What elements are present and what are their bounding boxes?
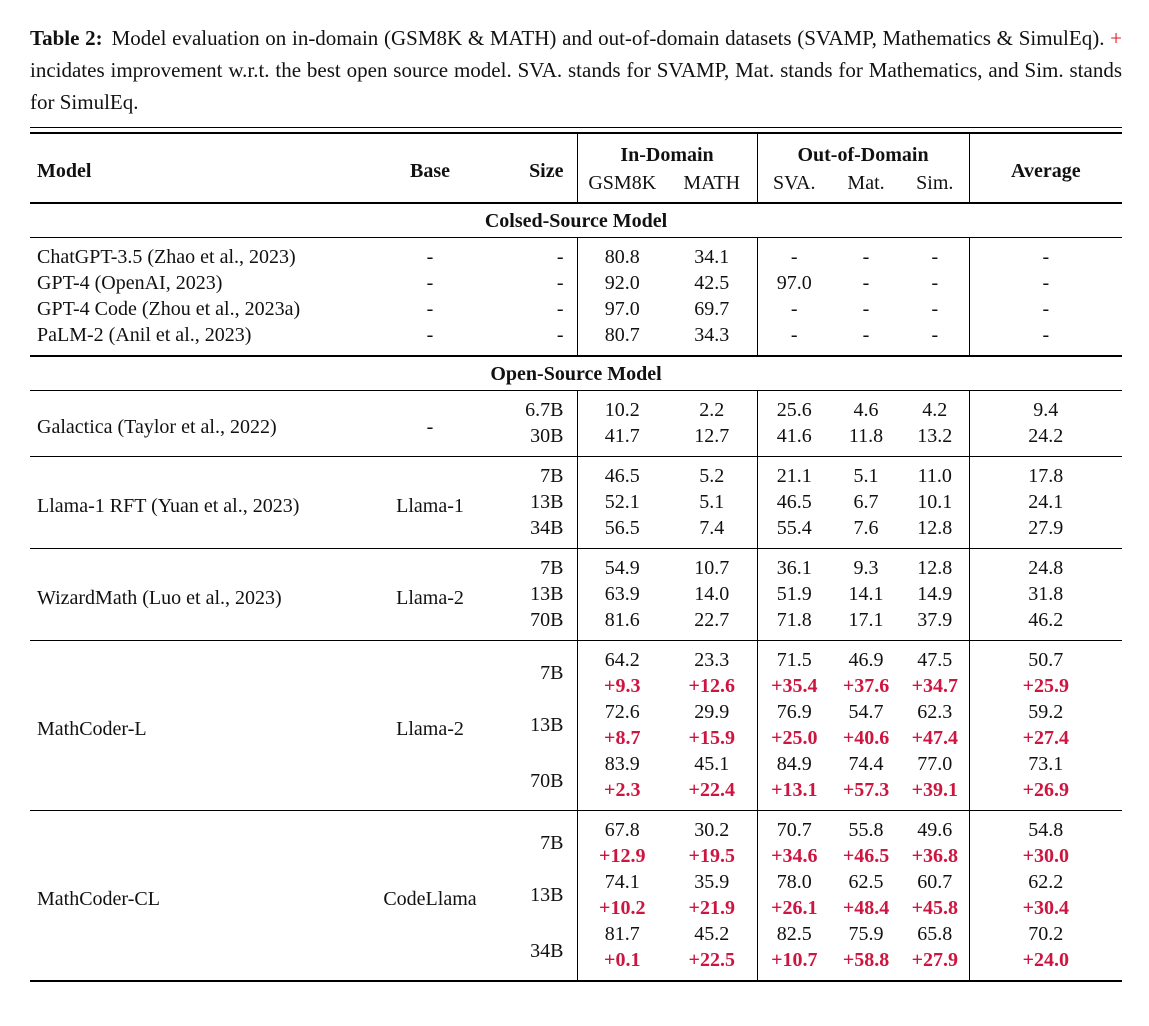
cell-value: 70.7: [757, 811, 831, 844]
cell-value: 31.8: [969, 581, 1122, 607]
cell-value: 56.5: [577, 515, 667, 549]
cell-value: -: [931, 272, 939, 294]
cell-size: 7B: [485, 811, 577, 870]
column-group-out-of-domain: Out-of-Domain: [757, 134, 969, 170]
cell-base: CodeLlama: [375, 811, 485, 981]
cell-value: 81.6: [577, 607, 667, 641]
caption-label: Table 2:: [30, 26, 103, 50]
cell-value: 17.8: [969, 457, 1122, 490]
cell-value: 24.2: [969, 423, 1122, 457]
cell-delta: +10.2: [577, 895, 667, 921]
cell-base: -: [426, 415, 434, 438]
cell-base: Llama-1: [375, 457, 485, 549]
cell-delta: +48.4: [842, 897, 890, 919]
column-header-size: Size: [529, 160, 564, 182]
cell-base: Llama-2: [375, 641, 485, 811]
column-header-base: Base: [410, 160, 450, 182]
cell-value: -: [931, 246, 939, 268]
cell-value: 51.9: [757, 581, 831, 607]
section-title-row: [30, 203, 1122, 238]
cell-delta: +40.6: [842, 727, 890, 749]
cell-delta: +0.1: [577, 947, 667, 980]
cell-value: 80.7: [577, 322, 667, 356]
table-row: [30, 457, 1122, 490]
cell-value: -: [969, 296, 1122, 322]
cell-value: 46.5: [757, 489, 831, 515]
cell-delta: +9.3: [577, 673, 667, 699]
cell-delta: +15.9: [688, 727, 735, 749]
cell-value: 62.2: [969, 869, 1122, 895]
cell-value: 35.9: [694, 871, 730, 893]
cell-value: 14.0: [694, 583, 730, 605]
table-body: [30, 203, 1122, 980]
section-title: Colsed-Source Model: [30, 203, 1122, 238]
cell-value: 4.2: [922, 399, 948, 421]
cell-delta: +39.1: [911, 779, 958, 801]
cell-value: 4.6: [853, 399, 879, 421]
column-header-average: Average: [969, 134, 1122, 203]
cell-delta: +34.7: [911, 675, 958, 697]
cell-value: 5.2: [667, 457, 757, 490]
cell-value: 82.5: [757, 921, 831, 947]
paper-page: [30, 22, 1122, 982]
cell-value: 81.7: [577, 921, 667, 947]
cell-size: -: [556, 272, 564, 294]
cell-value: 72.6: [577, 699, 667, 725]
cell-value: 71.5: [757, 641, 831, 674]
cell-value: -: [757, 296, 831, 322]
column-group-in-domain: In-Domain: [577, 134, 757, 170]
cell-value: 77.0: [917, 753, 953, 775]
cell-value: 60.7: [917, 871, 953, 893]
cell-value: 76.9: [757, 699, 831, 725]
cell-model: GPT-4 (OpenAI, 2023): [37, 272, 223, 294]
cell-value: 74.1: [577, 869, 667, 895]
cell-delta: +35.4: [757, 673, 831, 699]
cell-value: 62.3: [917, 701, 953, 723]
cell-value: 24.1: [969, 489, 1122, 515]
cell-delta: +30.0: [969, 843, 1122, 869]
cell-delta: +47.4: [911, 727, 958, 749]
cell-size: 30B: [530, 425, 564, 447]
cell-model: PaLM-2 (Anil et al., 2023): [37, 324, 252, 346]
column-header-svamp: SVA.: [757, 170, 831, 203]
cell-value: 24.8: [969, 549, 1122, 582]
cell-value: 97.0: [577, 296, 667, 322]
cell-value: 9.4: [969, 391, 1122, 424]
caption-text-after-plus: incidates improvement w.r.t. the best open source model. SVA. stands for SVAMP, Mat. stands for Mathematics, and Sim. stands for SimulEq.: [30, 58, 1122, 114]
cell-base: Llama-2: [375, 549, 485, 641]
cell-value: 5.1: [699, 491, 725, 513]
cell-model: MathCoder-L: [30, 641, 375, 811]
table-top-rule-thin: [30, 127, 1122, 128]
cell-delta: +27.9: [911, 949, 958, 971]
cell-size: 13B: [530, 583, 564, 605]
cell-model: GPT-4 Code (Zhou et al., 2023a): [37, 298, 301, 320]
cell-value: 37.9: [917, 609, 953, 631]
results-table: [30, 134, 1122, 980]
cell-value: 30.2: [667, 811, 757, 844]
cell-size: 7B: [485, 641, 577, 700]
cell-delta: +26.9: [969, 777, 1122, 811]
cell-delta: +12.6: [688, 675, 735, 697]
cell-delta: +13.1: [757, 777, 831, 811]
cell-delta: +8.7: [577, 725, 667, 751]
cell-value: 65.8: [917, 923, 953, 945]
cell-value: 34.3: [694, 324, 730, 346]
cell-delta: +37.6: [842, 675, 890, 697]
column-header-simuleq: Sim.: [916, 172, 954, 194]
cell-value: 2.2: [699, 399, 725, 421]
cell-delta: +19.5: [688, 845, 735, 867]
cell-value: 45.1: [694, 753, 730, 775]
cell-value: -: [969, 238, 1122, 271]
column-header-model: Model: [37, 160, 92, 182]
cell-value: 11.8: [848, 425, 884, 447]
cell-value: 36.1: [757, 549, 831, 582]
cell-delta: +21.9: [688, 897, 735, 919]
section-title: Open-Source Model: [30, 356, 1122, 391]
cell-value: 54.7: [848, 701, 884, 723]
cell-value: 59.2: [969, 699, 1122, 725]
cell-value: 10.1: [917, 491, 953, 513]
table-row: [30, 391, 1122, 424]
cell-size: -: [556, 324, 564, 346]
cell-value: 7.6: [853, 517, 879, 539]
cell-value: 29.9: [694, 701, 730, 723]
cell-value: 47.5: [901, 641, 969, 674]
cell-delta: +57.3: [842, 779, 890, 801]
cell-delta: +12.9: [577, 843, 667, 869]
cell-value: 12.7: [694, 425, 730, 447]
section-title-row: [30, 356, 1122, 391]
caption-plus-sign: +: [1110, 26, 1122, 50]
cell-value: -: [862, 246, 870, 268]
cell-value: 70.2: [969, 921, 1122, 947]
cell-delta: +24.0: [969, 947, 1122, 980]
cell-value: 73.1: [969, 751, 1122, 777]
cell-delta: +26.1: [757, 895, 831, 921]
cell-value: -: [931, 298, 939, 320]
cell-base: -: [426, 324, 434, 346]
caption-text-before-plus: Model evaluation on in-domain (GSM8K & MATH) and out-of-domain datasets (SVAMP, Mathematics & SimulEq).: [111, 26, 1111, 50]
cell-model: WizardMath (Luo et al., 2023): [30, 549, 375, 641]
cell-value: 54.9: [577, 549, 667, 582]
cell-value: 78.0: [757, 869, 831, 895]
cell-delta: +22.5: [688, 949, 735, 971]
table-row: [30, 270, 1122, 296]
cell-value: 50.7: [969, 641, 1122, 674]
cell-value: 46.9: [831, 641, 901, 674]
cell-delta: +2.3: [577, 777, 667, 811]
table-header: [30, 134, 1122, 203]
cell-value: 34.1: [694, 246, 730, 268]
cell-size: 70B: [530, 769, 564, 792]
cell-size: 7B: [485, 457, 577, 490]
cell-delta: +46.5: [842, 845, 890, 867]
table-caption: [30, 22, 1122, 118]
cell-value: -: [862, 272, 870, 294]
cell-value: 67.8: [577, 811, 667, 844]
cell-value: 92.0: [577, 270, 667, 296]
cell-delta: +34.6: [757, 843, 831, 869]
cell-value: 71.8: [757, 607, 831, 641]
cell-value: 62.5: [848, 871, 884, 893]
column-header-math: MATH: [683, 172, 741, 194]
cell-value: 7.4: [699, 517, 725, 539]
cell-model: MathCoder-CL: [30, 811, 375, 981]
cell-value: 17.1: [848, 609, 884, 631]
cell-value: 5.1: [831, 457, 901, 490]
cell-value: -: [757, 322, 831, 356]
cell-size: -: [556, 298, 564, 320]
table-row: [30, 641, 1122, 674]
cell-size: 13B: [530, 884, 564, 906]
cell-value: 23.3: [667, 641, 757, 674]
cell-value: 69.7: [694, 298, 730, 320]
cell-value: 46.2: [969, 607, 1122, 641]
cell-size: 6.7B: [525, 399, 564, 421]
column-header-mathematics: Mat.: [847, 172, 885, 194]
cell-delta: +25.9: [969, 673, 1122, 699]
cell-base: -: [426, 272, 434, 294]
cell-size: 7B: [485, 549, 577, 582]
cell-value: 12.8: [901, 549, 969, 582]
cell-value: -: [969, 270, 1122, 296]
cell-delta: +22.4: [688, 779, 735, 801]
cell-value: 97.0: [757, 270, 831, 296]
cell-value: -: [969, 322, 1122, 356]
cell-value: 55.8: [831, 811, 901, 844]
table-row: [30, 549, 1122, 582]
cell-model: Llama-1 RFT (Yuan et al., 2023): [30, 457, 375, 549]
cell-model: ChatGPT-3.5 (Zhao et al., 2023): [37, 246, 296, 268]
cell-value: 21.1: [757, 457, 831, 490]
cell-value: 49.6: [901, 811, 969, 844]
cell-value: 84.9: [757, 751, 831, 777]
cell-value: 27.9: [969, 515, 1122, 549]
cell-value: 55.4: [757, 515, 831, 549]
cell-value: 80.8: [577, 238, 667, 271]
cell-value: 14.9: [917, 583, 953, 605]
cell-value: 52.1: [577, 489, 667, 515]
cell-value: 63.9: [577, 581, 667, 607]
table-row: [30, 238, 1122, 271]
cell-value: 9.3: [831, 549, 901, 582]
cell-value: 25.6: [757, 391, 831, 424]
cell-delta: +27.4: [969, 725, 1122, 751]
cell-value: 54.8: [969, 811, 1122, 844]
cell-size: 13B: [530, 491, 564, 513]
cell-value: 75.9: [848, 923, 884, 945]
cell-size: 34B: [530, 939, 564, 962]
cell-value: 74.4: [848, 753, 884, 775]
column-header-gsm8k: GSM8K: [577, 170, 667, 203]
cell-value: 41.7: [577, 423, 667, 457]
cell-value: 11.0: [901, 457, 969, 490]
cell-delta: +10.7: [757, 947, 831, 980]
cell-base: -: [426, 246, 434, 268]
cell-value: -: [862, 298, 870, 320]
cell-value: 45.2: [694, 923, 730, 945]
cell-delta: +30.4: [969, 895, 1122, 921]
cell-size: 34B: [530, 517, 564, 539]
table-row: [30, 296, 1122, 322]
cell-value: -: [931, 324, 939, 346]
cell-value: 41.6: [757, 423, 831, 457]
cell-value: 10.7: [667, 549, 757, 582]
cell-value: 46.5: [577, 457, 667, 490]
cell-value: 13.2: [917, 425, 953, 447]
cell-value: 83.9: [577, 751, 667, 777]
table-row: [30, 322, 1122, 356]
cell-model: Galactica (Taylor et al., 2022): [37, 415, 277, 438]
cell-base: -: [426, 298, 434, 320]
cell-value: -: [757, 238, 831, 271]
cell-value: 64.2: [577, 641, 667, 674]
cell-delta: +45.8: [911, 897, 958, 919]
table-bottom-rule: [30, 980, 1122, 982]
header-row-groups: [30, 134, 1122, 170]
cell-delta: +25.0: [757, 725, 831, 751]
cell-delta: +58.8: [842, 949, 890, 971]
cell-delta: +36.8: [911, 845, 958, 867]
cell-value: 14.1: [848, 583, 884, 605]
cell-size: 13B: [530, 714, 564, 736]
cell-size: 70B: [530, 609, 564, 631]
cell-value: 12.8: [917, 517, 953, 539]
cell-size: -: [556, 246, 564, 268]
table-row: [30, 811, 1122, 844]
cell-value: 6.7: [853, 491, 879, 513]
cell-value: 22.7: [694, 609, 730, 631]
cell-value: 10.2: [577, 391, 667, 424]
cell-value: 42.5: [694, 272, 730, 294]
cell-value: -: [862, 324, 870, 346]
